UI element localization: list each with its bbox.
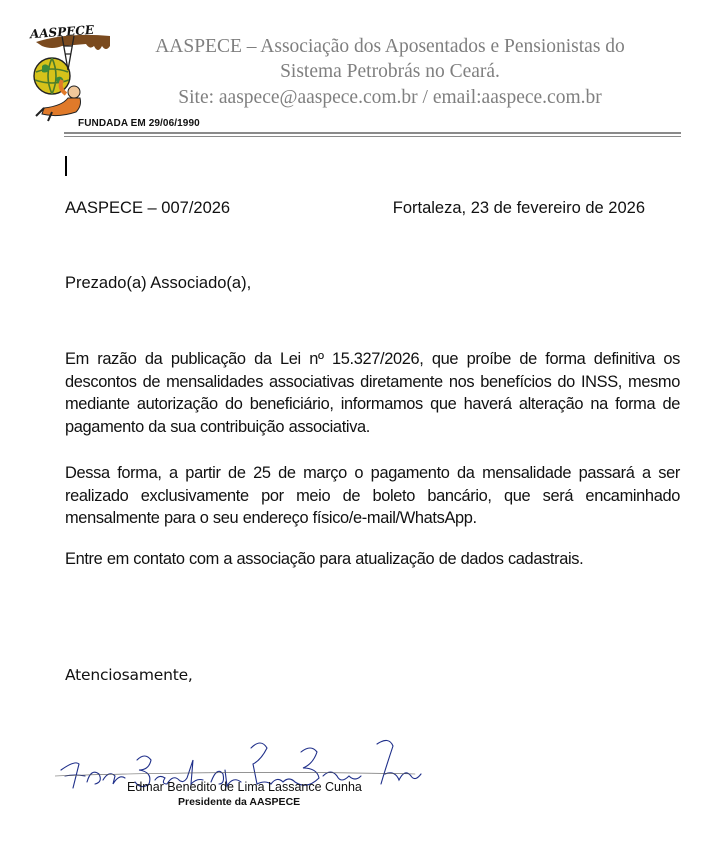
header-divider <box>64 132 681 134</box>
founded-date: FUNDADA EM 29/06/1990 <box>78 118 200 129</box>
svg-text:AASPECE: AASPECE <box>29 22 95 42</box>
letterhead-title <box>100 34 680 110</box>
header-line-2: Sistema Petrobrás no Ceará. <box>280 61 500 82</box>
text-cursor <box>65 156 67 176</box>
signer-role: Presidente da AASPECE <box>178 796 301 808</box>
body-paragraph-3: Entre em contato com a associação para atualização de dados cadastrais. <box>65 550 584 568</box>
header-line-1: AASPECE – Associação dos Aposentados e Pensionistas do <box>155 36 625 57</box>
body-paragraph-1: Em razão da publicação da Lei nº 15.327/2026, que proíbe de forma definitiva os descontos de mensalidades associativas diretamente nos benefícios do INSS, mesmo mediante autorização do beneficiário, informamos que haverá alteração na forma de pagamento da sua contribuição associativa. <box>65 350 680 437</box>
header-contact-line: Site: aaspece@aaspece.com.br / email:aaspece.com.br <box>178 87 602 108</box>
greeting: Prezado(a) Associado(a), <box>65 274 252 292</box>
body-paragraph-2: Dessa forma, a partir de 25 de março o pagamento da mensalidade passará a ser realizado exclusivamente por meio de boleto bancário, que será encaminhado mensalmente para o seu endereço físico/e-mail/WhatsApp. <box>65 464 680 528</box>
aaspece-logo <box>22 22 112 122</box>
header-divider-thin <box>64 136 681 137</box>
document-reference: AASPECE – 007/2026 <box>65 199 231 217</box>
place-date: Fortaleza, 23 de fevereiro de 2026 <box>392 199 645 217</box>
signer-name: Edmar Benedito de Lima Lassance Cunha <box>127 780 362 794</box>
closing-salutation: Atenciosamente, <box>65 666 193 684</box>
